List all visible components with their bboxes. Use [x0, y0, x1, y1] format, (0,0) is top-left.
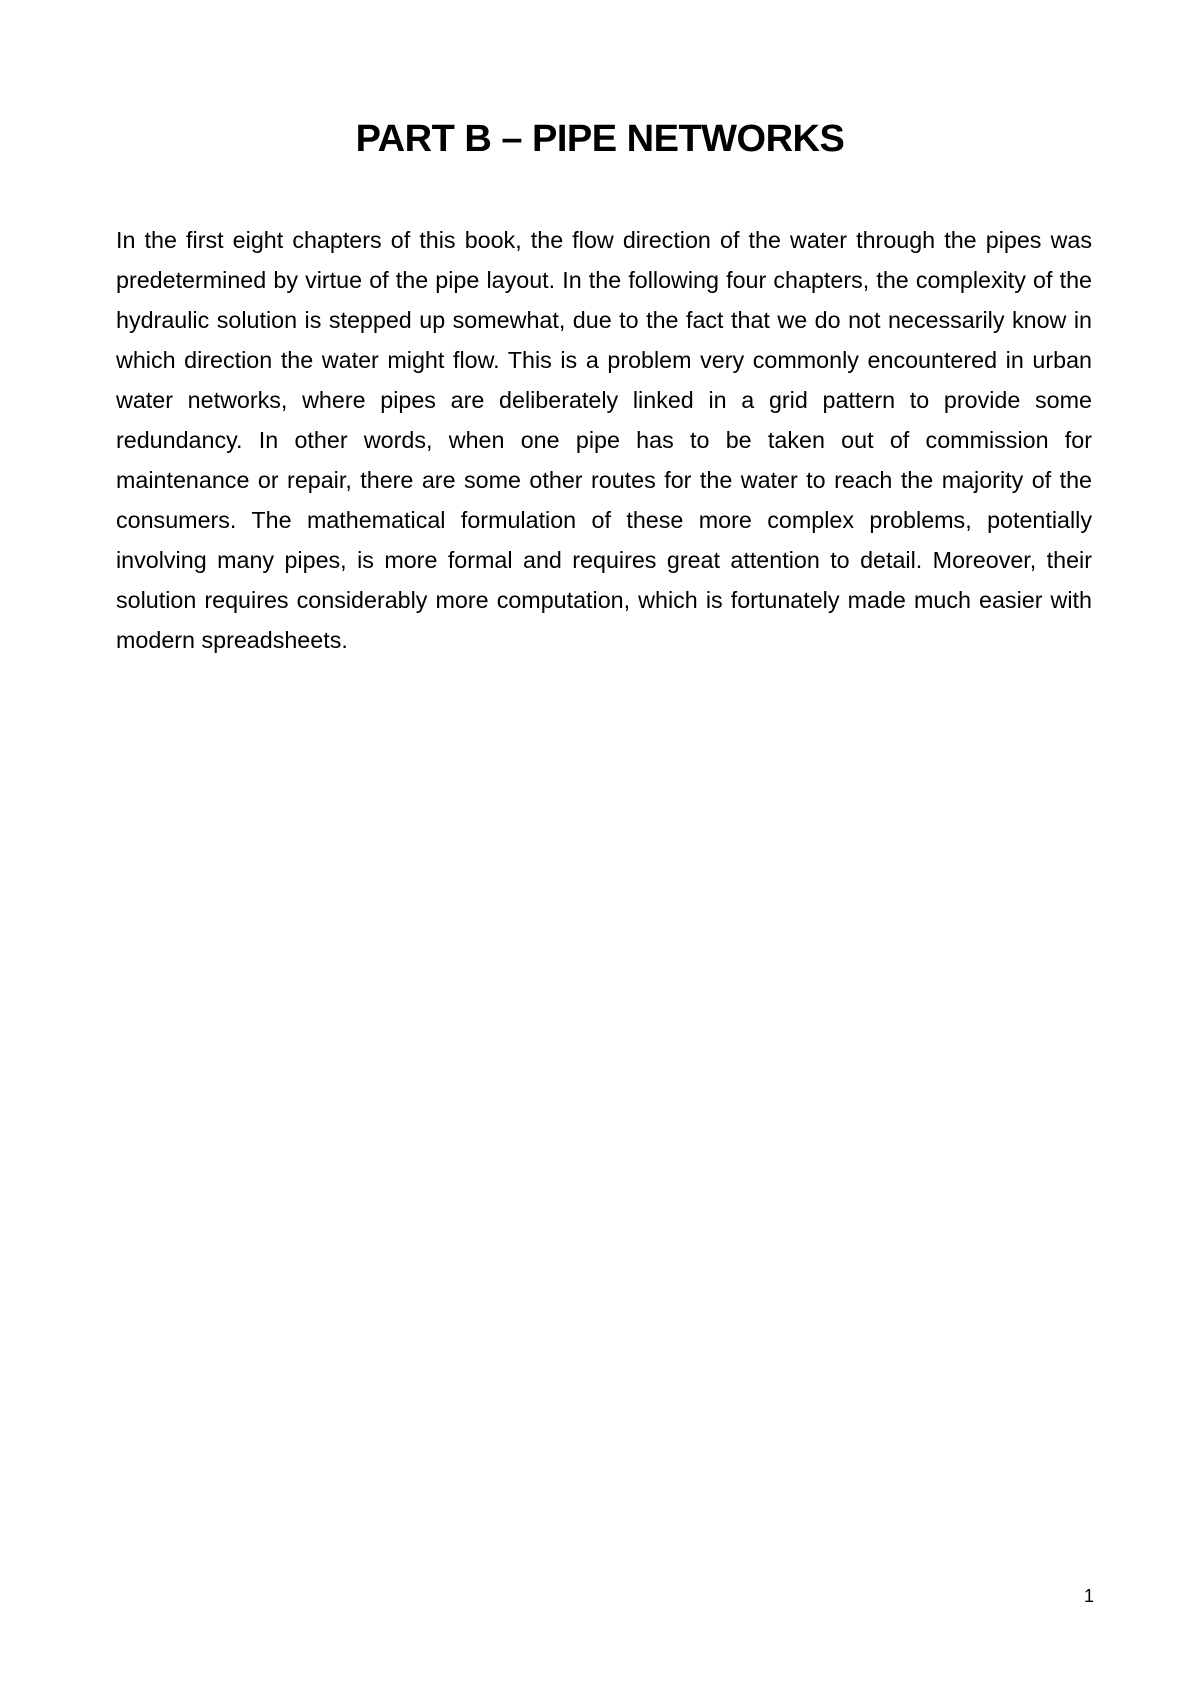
body-paragraph: In the first eight chapters of this book, the flow direction of the water through the pipes was predetermined by virtue of the pipe layout. In the following four chapters, the complexity of the hydraulic solution is stepped up somewhat, due to the fact that we do not necessarily know in which direction the water might flow. This is a problem very commonly encountered in urban water networks, where pipes are deliberately linked in a grid pattern to provide some redundancy. In other words, when one pipe has to be taken out of commission for maintenance or repair, there are some other routes for the water to reach the majority of the consumers. The mathematical formulation of these more complex problems, potentially involving many pipes, is more formal and requires great attention to detail. Moreover, their solution requires considerably more computation, which is fortunately made much easier with modern spreadsheets.: [116, 227, 1092, 653]
page-number: 1: [1083, 1586, 1094, 1606]
page-title: PART B – PIPE NETWORKS: [355, 118, 845, 160]
